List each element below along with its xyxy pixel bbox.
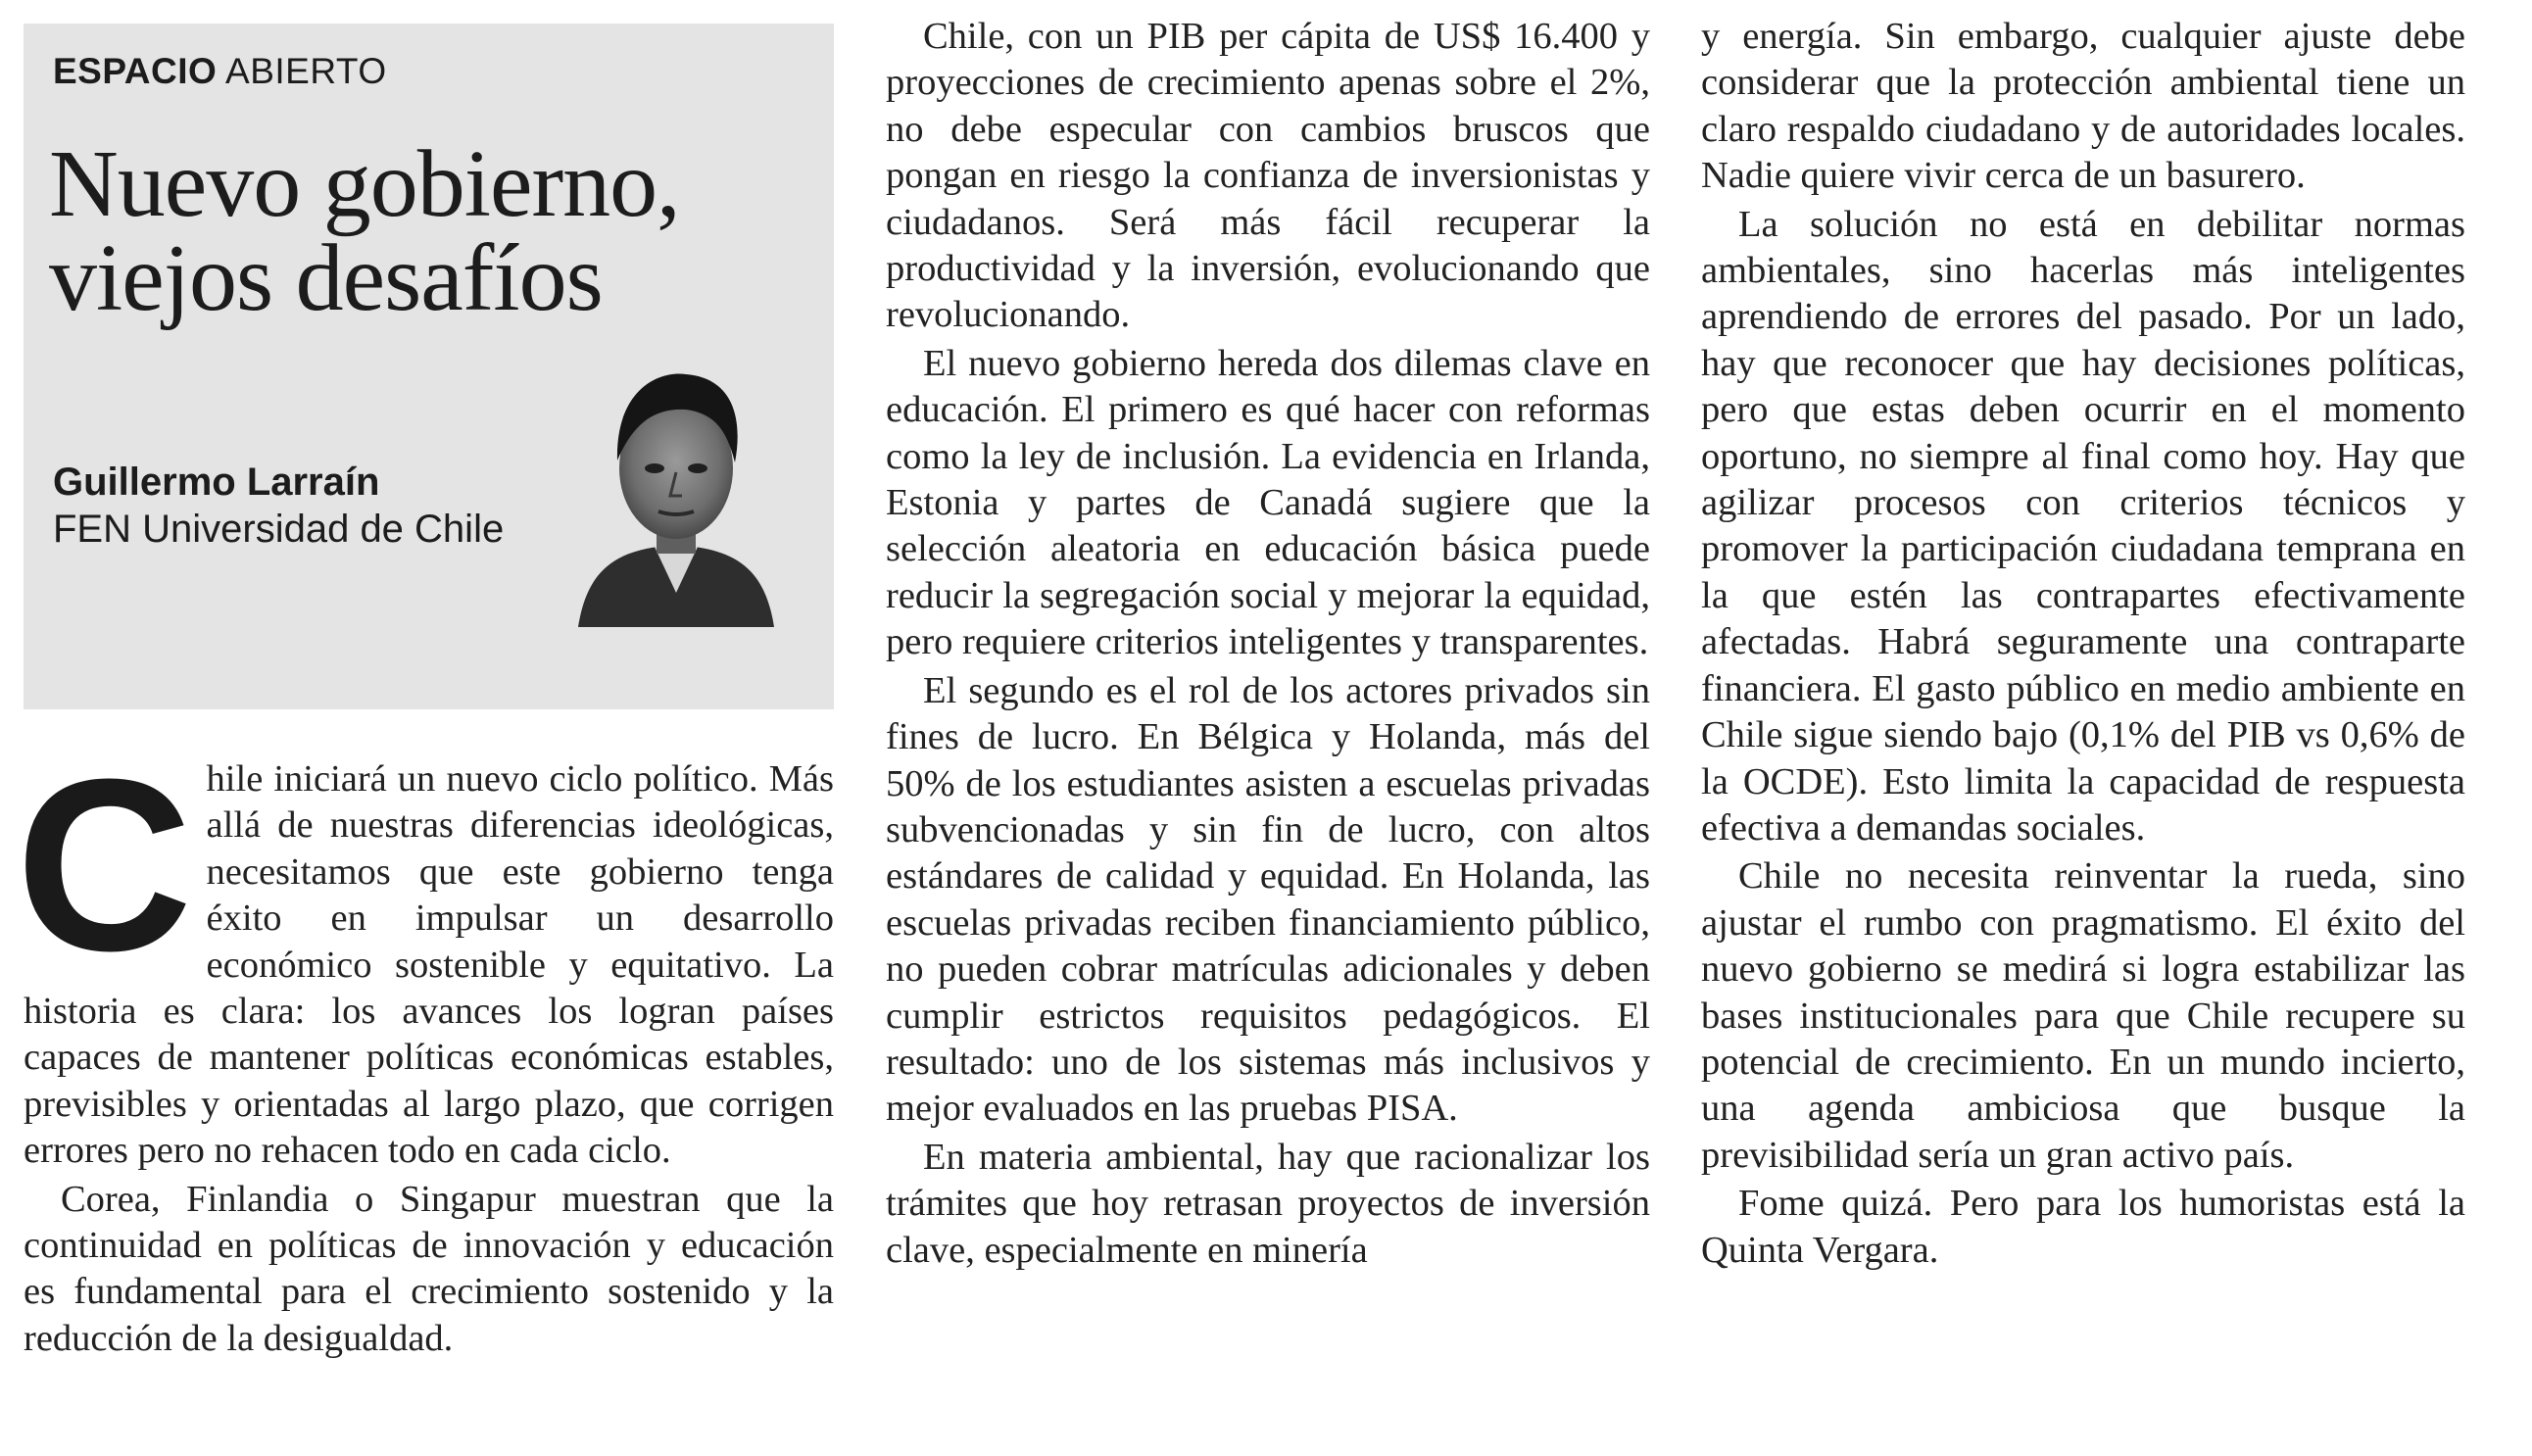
paragraph: El segundo es el rol de los actores privados sin fines de lucro. En Bélgica y Holanda, más del 50% de los estudiantes asisten a escuelas privadas subvencionadas y sin fin de lucro, con altos estándares de calidad y equidad. En Holanda, las escuelas privadas reciben financiamiento público, no pueden cobrar matrículas adicionales y deben cumplir estrictos requisitos pedagógicos. El resultado: uno de los sistemas más inclusivos y mejor evaluados en las pruebas PISA. (886, 669, 1650, 1130)
paragraph (16, 728, 834, 1175)
article-column-2 (886, 14, 1650, 1276)
portrait-eye-left (645, 463, 664, 473)
paragraph: Chile no necesita reinventar la rueda, sino ajustar el rumbo con pragmatismo. El éxito del nuevo gobierno se medirá si logra estabilizar las bases institucionales para que Chile recupere su potencial de crecimiento. En un mundo incierto, una agenda ambiciosa que busque la previsibilidad sería un gran activo país. (1701, 855, 2465, 1176)
paragraph: El nuevo gobierno hereda dos dilemas clave en educación. El primero es qué hacer con reformas como la ley de inclusión. La evidencia en Irlanda, Estonia y partes de Canadá sugiere que la selección aleatoria en educación básica puede reducir la segregación social y mejorar la equidad, pero requiere criterios inteligentes y transparentes. (886, 342, 1650, 663)
paragraph: y energía. Sin embargo, cualquier ajuste debe considerar que la protección ambiental tiene un claro respaldo ciudadano y de autoridades locales. Nadie quiere vivir cerca de un basurero. (1701, 16, 2465, 197)
portrait-eye-right (688, 463, 707, 473)
headline (49, 131, 813, 331)
headline-line-1: Nuevo gobierno, (49, 131, 680, 237)
article-column-1 (16, 728, 834, 1364)
author-name: Guillermo Larraín (53, 461, 380, 504)
section-label (53, 51, 387, 92)
headline-line-2: viejos desafíos (49, 225, 603, 331)
author-portrait (568, 353, 784, 627)
paragraph: Fome quizá. Pero para los humoristas está la Quinta Vergara. (1701, 1183, 2465, 1271)
paragraph: La solución no está en debilitar normas ambientales, sino hacerlas más inteligentes aprendiendo de errores del pasado. Por un lado, hay que reconocer que hay decisiones políticas, pero que estas deben ocurrir en el momento oportuno, no siempre al final como hoy. Hay que agilizar procesos con criterios técnicos y promover la participación ciudadana temprana en la que estén las contrapartes efectivamente afectadas. Habrá seguramente una contraparte financiera. El gasto público en medio ambiente en Chile sigue siendo bajo (0,1% del PIB vs 0,6% de la OCDE). Esto limita la capacidad de respuesta efectiva a demandas sociales. (1701, 203, 2465, 849)
paragraph: Chile, con un PIB per cápita de US$ 16.400 y proyecciones de crecimiento apenas sobre el 2%, no debe especular con cambios bruscos que pongan en riesgo la confianza de inversionistas y ciudadanos. Será más fácil recuperar la productividad y la inversión, evolucionando que revolucionando. (886, 16, 1650, 336)
article-column-3 (1701, 14, 2465, 1276)
author-affiliation: FEN Universidad de Chile (53, 508, 505, 551)
section-label-light: ABIERTO (225, 51, 387, 91)
paragraph-text: hile iniciará un nuevo ciclo político. Más allá de nuestras diferencias ideológicas, necesitamos que este gobierno tenga éxito en impulsar un desarrollo económico sostenible y equitativo. La historia es clara: los avances los logran países capaces de mantener políticas económicas estables, previsibles y orientadas al largo plazo, que corrigen errores pero no rehacen todo en cada ciclo. (24, 758, 834, 1172)
paragraph: En materia ambiental, hay que racionalizar los trámites que hoy retrasan proyectos de inversión clave, especialmente en minería (886, 1136, 1650, 1271)
paragraph: Corea, Finlandia o Singapur muestran que la continuidad en políticas de innovación y educación es fundamental para el crecimiento sostenido y la reducción de la desigualdad. (24, 1178, 834, 1359)
drop-cap: C (16, 728, 193, 1001)
section-label-bold: ESPACIO (53, 51, 218, 91)
